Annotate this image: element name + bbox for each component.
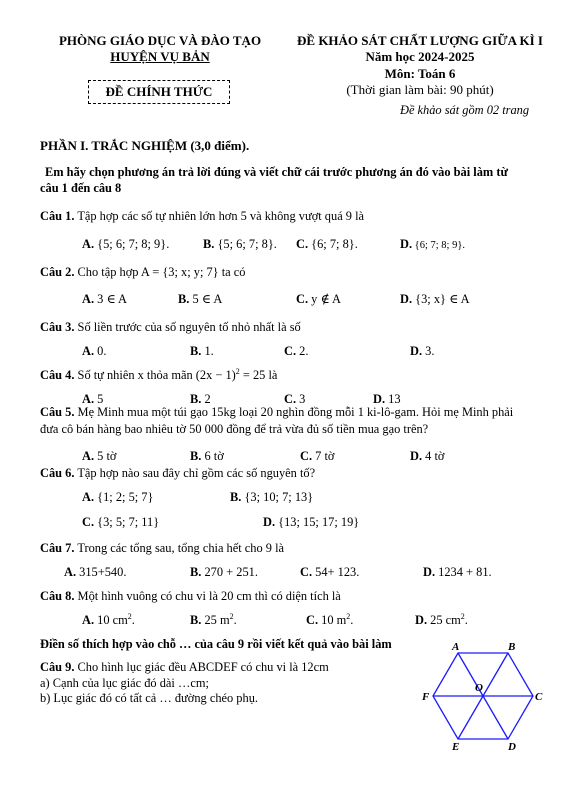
page-count-note: Đề khảo sát gồm 02 trang	[400, 103, 530, 117]
question-5: Câu 5. Mẹ Minh mua một túi gạo 15kg loại 20 nghìn đồng mỗi 1 ki-lô-gam. Hỏi mẹ Minh phải	[40, 405, 514, 419]
q5-option-a: A. 5 tờ	[82, 449, 117, 463]
exam-title: ĐỀ KHẢO SÁT CHẤT LƯỢNG GIỮA KÌ I	[297, 33, 543, 48]
q3-option-b: B. 1.	[190, 344, 214, 358]
center-label-o: O	[475, 682, 483, 694]
q5-option-c: C. 7 tờ	[300, 449, 335, 463]
q2-option-d: D. {3; x} ∈ A	[400, 292, 470, 306]
header-left	[40, 33, 280, 66]
q4-option-c: C. 3	[284, 392, 306, 406]
vertex-label-b: B	[508, 641, 516, 653]
q3-option-c: C. 2.	[284, 344, 309, 358]
q8-option-a: A. 10 $cm^2$.	[82, 611, 135, 627]
vertex-label-d: D	[508, 741, 516, 753]
q8-option-b: B. 25 $m^2$.	[190, 611, 237, 627]
q5-option-d: D. 4 tờ	[410, 449, 445, 463]
q2-option-a: A. 3 ∈ A	[82, 292, 127, 306]
part1-instruction-1: Em hãy chọn phương án trả lời đúng và viết chữ cái trước phương án đó vào bài làm từ	[45, 165, 508, 179]
question-9: Câu 9. Cho hình lục giác đều ABCDEF có chu vi là 12cm	[40, 660, 329, 674]
time-limit: (Thời gian làm bài: 90 phút)	[346, 81, 494, 97]
q7-option-d: D. 1234 + 81.	[423, 565, 492, 579]
subject: Môn: Toán 6	[384, 65, 456, 81]
q3-option-a: A. 0.	[82, 344, 107, 358]
q2-option-c: C. y ∉ A	[296, 292, 341, 306]
question-9-part-b: b) Lục giác đó có tất cả … đường chéo phụ.	[40, 691, 258, 705]
school-year: Năm học 2024-2025	[365, 49, 475, 65]
q1-option-d: D. {6; 7; 8; 9}.	[400, 237, 466, 251]
q6-option-b: B. {3; 10; 7; 13}	[230, 490, 314, 504]
official-stamp-box: ĐỀ CHÍNH THỨC	[88, 80, 230, 104]
vertex-label-c: C	[535, 691, 543, 703]
part1-instruction-2: câu 1 đến câu 8	[40, 181, 122, 195]
question-4: Câu 4. Số tự nhiên x thỏa mãn $(2x - 1)^2 = 25$ là	[40, 366, 278, 382]
q6-option-c: C. {3; 5; 7; 11}	[82, 515, 160, 529]
department-name: PHÒNG GIÁO DỤC VÀ ĐÀO TẠO	[58, 33, 262, 48]
header-right	[270, 33, 570, 98]
q6-option-d: D. {13; 15; 17; 19}	[263, 515, 360, 529]
hexagon-figure	[420, 640, 550, 755]
question-1: Câu 1. Tập hợp các số tự nhiên lớn hơn 5 và không vượt quá 9 là	[40, 209, 365, 223]
question-2: Câu 2. Cho tập hợp A = {3; x; y; 7} ta có	[40, 265, 246, 279]
question-6: Câu 6. Tập hợp nào sau đây chỉ gồm các số nguyên tố?	[40, 466, 316, 480]
q4-option-b: B. 2	[190, 392, 211, 406]
question-9-part-a: a) Cạnh của lục giác đó dài …cm;	[40, 676, 209, 690]
question-5-line2: đưa cô bán hàng bao nhiêu tờ 50 000 đồng để trả vừa đủ số tiền mua gạo trên?	[40, 422, 429, 436]
q2-option-b: B. 5 ∈ A	[178, 292, 223, 306]
vertex-label-a: A	[452, 641, 460, 653]
vertex-label-f: F	[422, 691, 430, 703]
q1-option-b: B. {5; 6; 7; 8}.	[203, 237, 277, 251]
district-name: HUYỆN VỤ BẢN	[110, 49, 210, 65]
q7-option-b: B. 270 + 251.	[190, 565, 258, 579]
question-7: Câu 7. Trong các tổng sau, tổng chia hết cho 9 là	[40, 541, 285, 555]
q6-option-a: A. {1; 2; 5; 7}	[82, 490, 154, 504]
q7-option-c: C. 54+ 123.	[300, 565, 360, 579]
q3-option-d: D. 3.	[410, 344, 435, 358]
q8-option-c: C. 10 $m^2$.	[306, 611, 354, 627]
vertex-label-e: E	[452, 741, 460, 753]
fill-section-title: Điền số thích hợp vào chỗ … của câu 9 rồi viết kết quả vào bài làm	[40, 637, 392, 651]
part1-title: PHẦN I. TRẮC NGHIỆM (3,0 điểm).	[40, 138, 250, 153]
question-8: Câu 8. Một hình vuông có chu vi là 20 cm thì có diện tích là	[40, 589, 341, 603]
q4-option-a: A. 5	[82, 392, 104, 406]
q5-option-b: B. 6 tờ	[190, 449, 224, 463]
q7-option-a: A. 315+540.	[64, 565, 127, 579]
q1-option-c: C. {6; 7; 8}.	[296, 237, 358, 251]
q1-option-a: A. {5; 6; 7; 8; 9}.	[82, 237, 170, 251]
q8-option-d: D. 25 $cm^2$.	[415, 611, 468, 627]
q4-option-d: D. 13	[373, 392, 401, 406]
question-3: Câu 3. Số liền trước của số nguyên tố nhỏ nhất là số	[40, 320, 301, 334]
